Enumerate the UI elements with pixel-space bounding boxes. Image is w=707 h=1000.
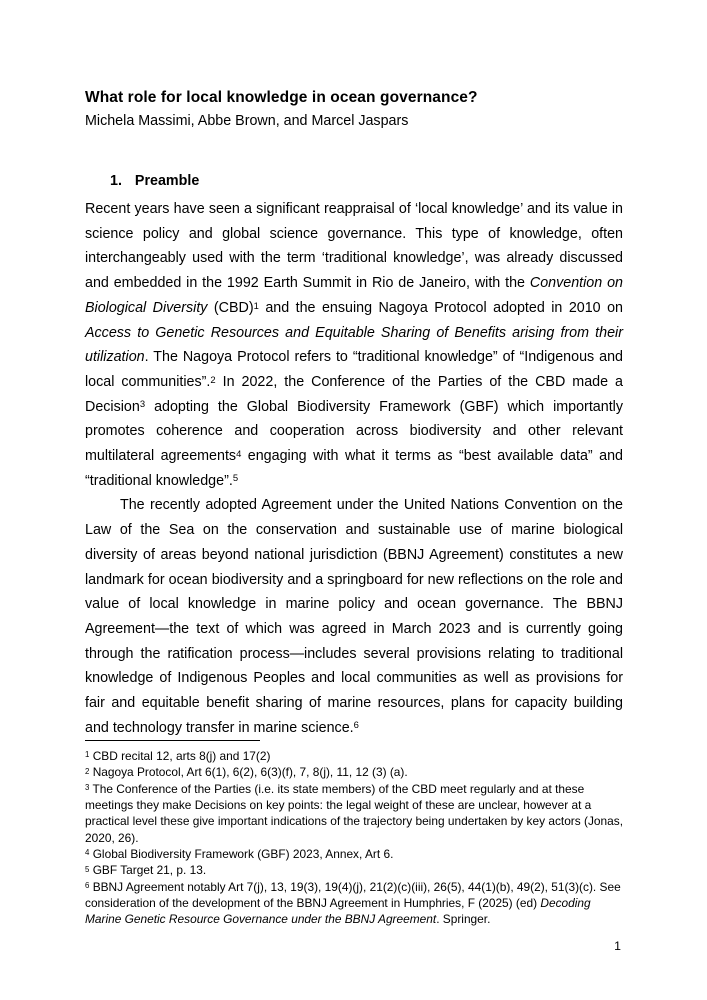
footnote-reference: 1 [253, 299, 259, 311]
section-label: Preamble [134, 173, 200, 189]
text-run: BBNJ Agreement notably Art 7(j), 13, 19(3), 19(4)(j), 21(2)(c)(iii), 26(5), 44(1)(b), 49(2), 51(3)(c). See consideration of the development of the BBNJ Agreement in Humphries, F (2025) (ed) [85, 879, 621, 911]
text-run: engaging with what it terms as “best available data” and “traditional knowledge”. [85, 448, 623, 489]
footnote-reference: 6 [353, 719, 359, 731]
footnote [85, 781, 623, 846]
text-run: . Springer. [436, 912, 491, 927]
page-number: 1 [614, 939, 621, 953]
footnote [85, 846, 623, 862]
footnote-marker: 1 [85, 750, 90, 760]
italic-text-run: Convention on Biological Diversity [85, 275, 623, 316]
footnotes-list [85, 748, 623, 928]
page-title: What role for local knowledge in ocean governance? [85, 89, 478, 106]
footnote-reference: 4 [236, 447, 242, 459]
section-heading [110, 172, 623, 191]
italic-text-run: Access to Genetic Resources and Equitable Sharing of Benefits arising from their utilization [85, 324, 623, 366]
footnote [85, 764, 623, 780]
footnote-reference: 5 [232, 472, 239, 484]
footnote-separator [85, 740, 260, 741]
italic-text-run: Decoding Marine Genetic Resource Governance under the BBNJ Agreement [85, 896, 591, 927]
footnote-marker: 6 [85, 881, 90, 891]
text-run: CBD recital 12, arts 8(j) and 17(2) [92, 749, 271, 763]
text-run: In 2022, the Conference of the Parties of the CBD made a Decision [85, 373, 623, 415]
text-run: The Conference of the Parties (i.e. its state members) of the CBD meet regularly and at these meetings they make Decisions on key points: the legal weight of these are unclear, however at a practical level these give important indications of the trajectory being undertaken by key actors (Jonas, 2020, 26). [85, 781, 624, 845]
text-run: Recent years have seen a significant reappraisal of ‘local knowledge’ and its value in science policy and global science governance. This type of knowledge, often interchangeably used with the term ‘traditional knowledge’, was already discussed and embedded in the 1992 Earth Summit in Rio de Janeiro, with the [85, 201, 623, 292]
text-run: adopting the Global Biodiversity Framework (GBF) which importantly promotes coherence and cooperation across biodiversity and other relevant multilateral agreements [85, 398, 623, 465]
footnote [85, 879, 623, 928]
section-number: 1. [110, 173, 122, 189]
text-run: Nagoya Protocol, Art 6(1), 6(2), 6(3)(f), 7, 8(j), 11, 12 (3) (a). [92, 765, 408, 780]
text-run: (CBD) [207, 299, 254, 316]
paragraph [85, 493, 623, 740]
footnote-marker: 4 [85, 848, 90, 858]
text-run: Global Biodiversity Framework (GBF) 2023, Annex, Art 6. [92, 847, 394, 862]
footnote [85, 862, 623, 878]
text-run: GBF Target 21, p. 13. [92, 863, 207, 878]
paragraph [85, 197, 623, 493]
text-run: The recently adopted Agreement under the United Nations Convention on the Law of the Sea on the conservation and sustainable use of marine biological diversity of areas beyond national jurisdiction (BBNJ Agreement) constitutes a new landmark for ocean biodiversity and a springboard for new reflections on the role and value of local knowledge in marine policy and ocean governance. The BBNJ Agreement—the text of which was agreed in March 2023 and is currently going through the ratification process—includes several provisions relating to traditional knowledge of Indigenous Peoples and local communities as well as provisions for fair and equitable benefit sharing of marine resources, plans for capacity building and technology transfer in marine science. [85, 497, 623, 736]
footnote [85, 748, 623, 764]
footnotes-section [85, 740, 623, 928]
footnote-marker: 3 [85, 782, 90, 792]
text-run: . The Nagoya Protocol refers to “traditional knowledge” of “Indigenous and local communities”. [85, 349, 623, 390]
footnote-marker: 2 [85, 766, 90, 776]
authors-line: Michela Massimi, Abbe Brown, and Marcel Jaspars [85, 113, 409, 129]
body-paragraphs [85, 197, 623, 740]
text-run: and the ensuing Nagoya Protocol adopted in 2010 on [258, 299, 623, 316]
footnote-reference: 2 [210, 373, 216, 385]
footnote-marker: 5 [85, 864, 90, 874]
footnote-reference: 3 [139, 398, 146, 410]
